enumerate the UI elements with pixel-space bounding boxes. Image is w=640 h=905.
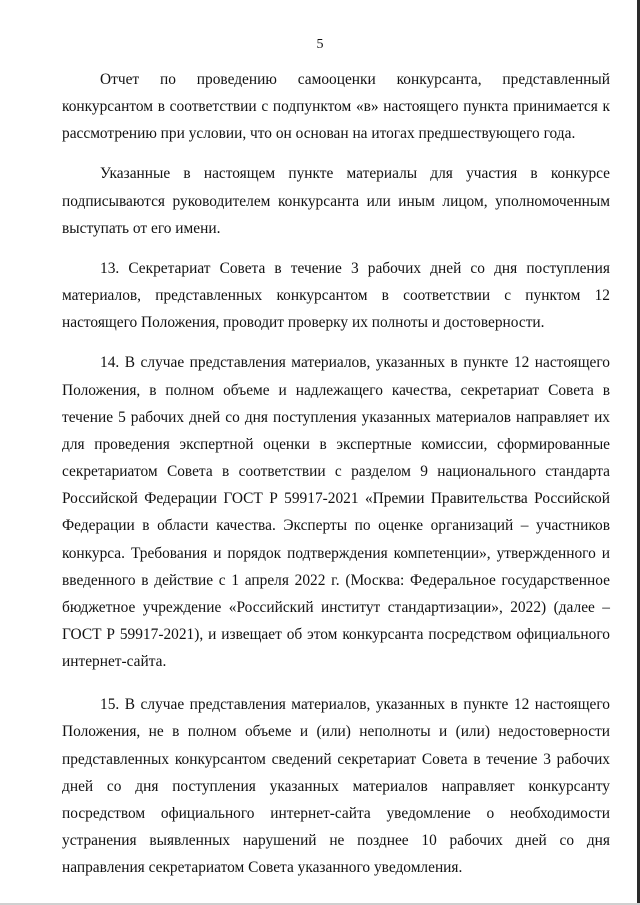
- paragraph-clause-13: 13. Секретариат Совета в течение 3 рабочих дней со дня поступления материалов, представленных конкурсантом в соответствии с пунктом 12 настоящего Положения, проводит проверку их полноты и достоверности.: [62, 259, 610, 332]
- paragraph-clause-14: 14. В случае представления материалов, указанных в пункте 12 настоящего Положения, в полном объеме и надлежащего качества, секретариат Совета в течение 5 рабочих дней со дня поступления указанных материалов направляет их для проведения экспертной оценки в экспертные комиссии, сформированные секретариатом Совета в соответствии с разделом 9 национального стандарта Российской Федерации ГОСТ Р 59917-2021 «Премии Правительства Российской Федерации в области качества. Эксперты по оценке организаций – участников конкурса. Требования и порядок подтверждения компетенции», утвержденного и введенного в действие с 1 апреля 2022 г. (Москва: Федеральное государственное бюджетное учреждение «Российский институт стандартизации», 2022) (далее – ГОСТ Р 59917-2021), и извещает об этом конкурсанта посредством официального интернет-сайта.: [62, 354, 610, 671]
- page-number: 5: [316, 37, 324, 52]
- document-body: [62, 66, 610, 881]
- paragraph-self-assessment-report: Отчет по проведению самооценки конкурсанта, представленный конкурсантом в соответствии с подпунктом «в» настоящего пункта принимается к рассмотрению при условии, что он основан на итогах предшествующего года.: [62, 71, 610, 143]
- paragraph-materials-signing: Указанные в настоящем пункте материалы для участия в конкурсе подписываются руководителем конкурсанта или иным лицом, уполномоченным выступать от его имени.: [62, 165, 610, 237]
- paragraph-clause-15: 15. В случае представления материалов, указанных в пункте 12 настоящего Положения, не в полном объеме и (или) неполноты и (или) недостоверности представленных конкурсантом сведений секретариат Совета в течение 3 рабочих дней со дня поступления указанных материалов направляет конкурсанту посредством официального интернет-сайта уведомление о необходимости устранения выявленных нарушений не позднее 10 рабочих дней со дня направления секретариатом Совета указанного уведомления.: [62, 696, 610, 877]
